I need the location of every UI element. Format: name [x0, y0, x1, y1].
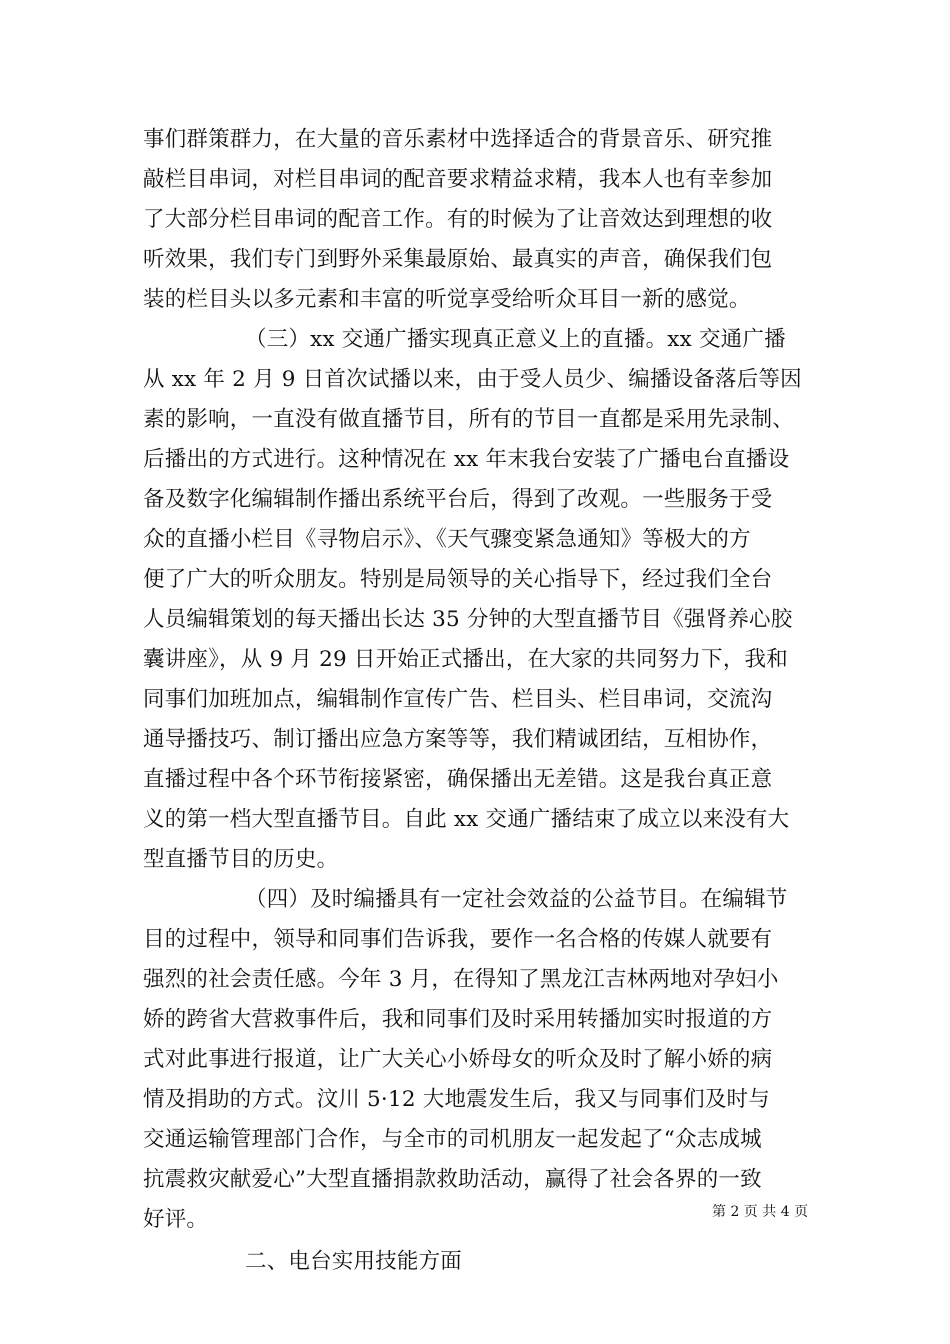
paragraph-line: 了大部分栏目串词的配音工作。有的时候为了让音效达到理想的收 — [143, 207, 773, 232]
paragraph-line: 听效果，我们专门到野外采集最原始、最真实的声音，确保我们包 — [143, 247, 773, 272]
paragraph-line: 敲栏目串词，对栏目串词的配音要求精益求精，我本人也有幸参加 — [143, 167, 773, 192]
paragraph-line: 人员编辑策划的每天播出长达 35 分钟的大型直播节目《强肾养心胶 — [143, 607, 793, 632]
paragraph-line: 便了广大的听众朋友。特别是局领导的关心指导下，经过我们全台 — [143, 567, 773, 592]
page-number-footer: 第 2 页 共 4 页 — [712, 1204, 809, 1220]
paragraph-line: 众的直播小栏目《寻物启示》、《天气骤变紧急通知》等极大的方 — [143, 527, 751, 552]
section-heading-3: （三）xx 交通广播实现真正意义上的直播。xx 交通广播 — [245, 327, 786, 352]
paragraph-line: 备及数字化编辑制作播出系统平台后，得到了改观。一些服务于受 — [143, 487, 773, 512]
paragraph-line: 装的栏目头以多元素和丰富的听觉享受给听众耳目一新的感觉。 — [143, 287, 751, 312]
paragraph-line: 直播过程中各个环节衔接紧密，确保播出无差错。这是我台真正意 — [143, 767, 773, 792]
paragraph-line: 交通运输管理部门合作，与全市的司机朋友一起发起了“众志成城 — [143, 1127, 762, 1152]
paragraph-line: 囊讲座》，从 9 月 29 日开始正式播出，在大家的共同努力下，我和 — [143, 647, 788, 672]
chapter-heading: 二、电台实用技能方面 — [245, 1249, 463, 1274]
paragraph-line: 式对此事进行报道，让广大关心小娇母女的听众及时了解小娇的病 — [143, 1047, 773, 1072]
paragraph-line: 娇的跨省大营救事件后，我和同事们及时采用转播加实时报道的方 — [143, 1007, 773, 1032]
paragraph-line: 好评。 — [143, 1207, 209, 1232]
paragraph-line: 目的过程中，领导和同事们告诉我，要作一名合格的传媒人就要有 — [143, 927, 773, 952]
paragraph-line: 情及捐助的方式。汶川 5·12 大地震发生后，我又与同事们及时与 — [143, 1087, 770, 1112]
paragraph-line: 通导播技巧、制订播出应急方案等等，我们精诚团结，互相协作， — [143, 727, 773, 752]
paragraph-line: 型直播节目的历史。 — [143, 847, 339, 872]
paragraph-line: 同事们加班加点，编辑制作宣传广告、栏目头、栏目串词，交流沟 — [143, 687, 773, 712]
paragraph-line: 强烈的社会责任感。今年 3 月，在得知了黑龙江吉林两地对孕妇小 — [143, 967, 779, 992]
paragraph-line: 素的影响，一直没有做直播节目，所有的节目一直都是采用先录制、 — [143, 407, 795, 432]
paragraph-line: 后播出的方式进行。这种情况在 xx 年末我台安装了广播电台直播设 — [143, 447, 790, 472]
paragraph-line: 从 xx 年 2 月 9 日首次试播以来，由于受人员少、编播设备落后等因 — [143, 367, 802, 392]
section-heading-4: （四）及时编播具有一定社会效益的公益节目。在编辑节 — [245, 887, 788, 912]
paragraph-line: 抗震救灾献爱心”大型直播捐款救助活动，赢得了社会各界的一致 — [143, 1167, 762, 1192]
paragraph-line: 义的第一档大型直播节目。自此 xx 交通广播结束了成立以来没有大 — [143, 807, 790, 832]
paragraph-line: 事们群策群力，在大量的音乐素材中选择适合的背景音乐、研究推 — [143, 127, 773, 152]
